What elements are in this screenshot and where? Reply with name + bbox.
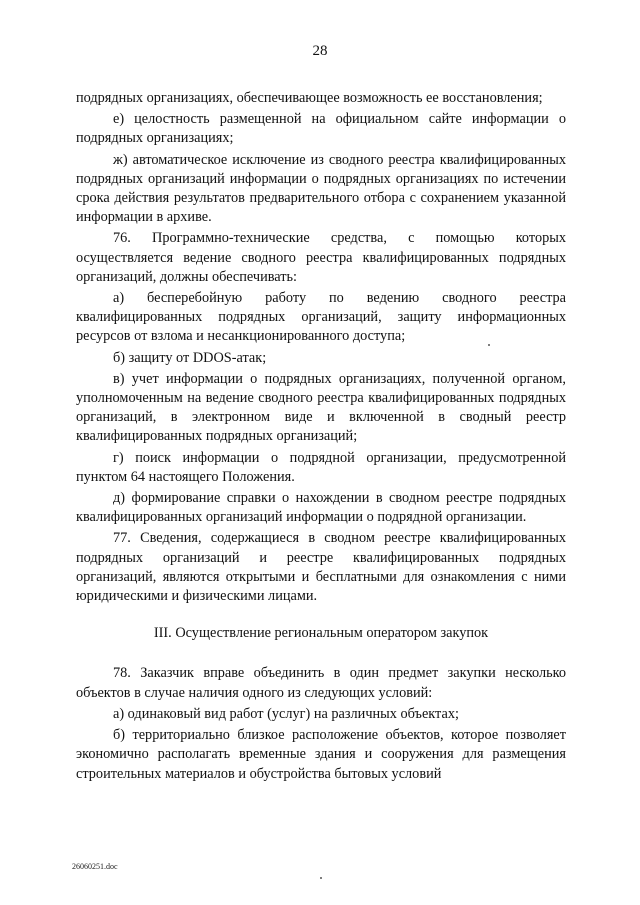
paragraph: г) поиск информации о подрядной организации, предусмотренной пунктом 64 настоящего Положения.: [76, 449, 566, 485]
paragraph: б) территориально близкое расположение объектов, которое позволяет экономично располагать временные здания и сооружения для размещения строительных материалов и обустройства бытовых условий: [76, 727, 566, 782]
footer-filename: 26060251.doc: [72, 862, 118, 871]
paragraph: д) формирование справки о нахождении в сводном реестре подрядных квалифицированных организаций информации о подрядной организации.: [76, 490, 566, 526]
section-heading: III. Осуществление региональным оператором закупок: [153, 625, 489, 642]
paragraph: а) одинаковый вид работ (услуг) на различных объектах;: [113, 705, 459, 722]
paragraph: в) учет информации о подрядных организациях, полученной органом, уполномоченным на ведение сводного реестра квалифицированных подрядных организаций, в электронном виде и включенной в сводный реестр квалифицированных подрядных организаций;: [76, 370, 566, 445]
paragraph: е) целостность размещенной на официальном сайте информации о подрядных организациях;: [76, 111, 566, 147]
paragraph: 76. Программно-технические средства, с помощью которых осуществляется ведение сводного реестра квалифицированных подрядных организаций, должны обеспечивать:: [76, 230, 566, 285]
paragraph: ж) автоматическое исключение из сводного реестра квалифицированных подрядных организаций информации о подрядных организациях по истечении срока действия результатов предварительного отбора с сохранением указанной информации в архиве.: [76, 151, 566, 226]
paragraph: 78. Заказчик вправе объединить в один предмет закупки несколько объектов в случае наличия одного из следующих условий:: [76, 665, 566, 701]
paragraph: б) защиту от DDOS-атак;: [113, 349, 267, 366]
paragraph: 77. Сведения, содержащиеся в сводном реестре квалифицированных подрядных организаций и реестре квалифицированных подрядных организаций, являются открытыми и бесплатными для ознакомления с ними юридическими и физическими лицами.: [76, 530, 566, 605]
paragraph: подрядных организациях, обеспечивающее возможность ее восстановления;: [76, 90, 543, 106]
paragraphs-top: [76, 89, 566, 606]
document-body: [76, 87, 566, 784]
scan-speck: [488, 344, 490, 346]
paragraph: а) бесперебойную работу по ведению сводного реестра квалифицированных подрядных организаций, защиту информационных ресурсов от взлома и несанкционированного доступа;: [76, 290, 566, 345]
page-number: 28: [312, 43, 328, 59]
paragraphs-bottom: [76, 664, 566, 783]
scan-speck: [320, 877, 322, 879]
